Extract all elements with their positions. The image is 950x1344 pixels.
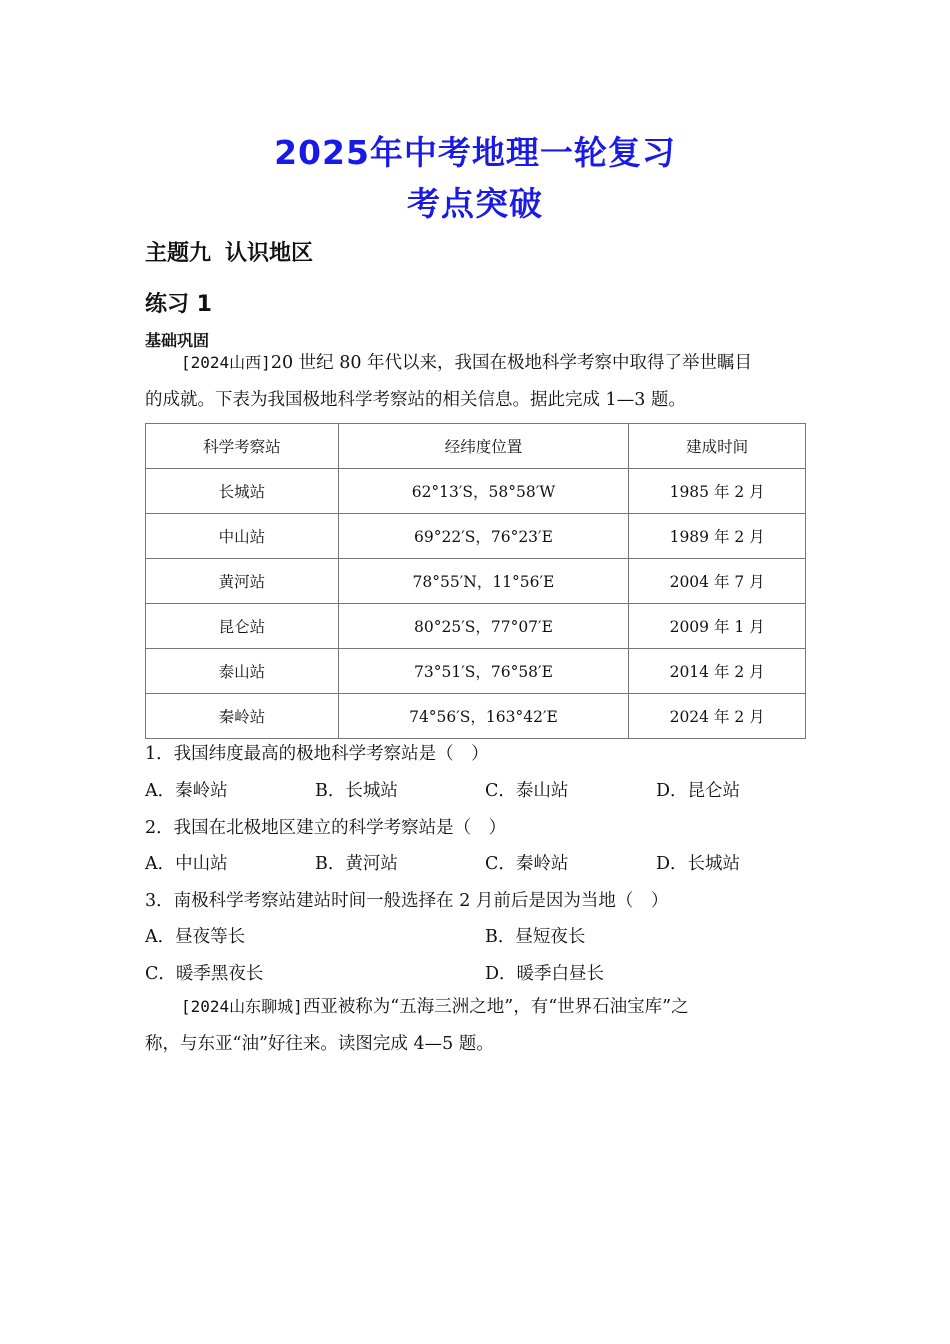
- intro-paragraph-1: [145, 344, 805, 419]
- question-2-option-b: B．黄河站: [315, 854, 398, 874]
- document-subtitle: 考点突破: [407, 184, 543, 223]
- table-row: [146, 649, 806, 694]
- intro-text: 20 世纪 80 年代以来，我国在极地科学考察中取得了举世瞩目: [270, 353, 753, 373]
- table-cell: 62°13′S，58°58′W: [338, 469, 629, 514]
- table-cell: 2004 年 7 月: [629, 559, 806, 604]
- table-cell: 2009 年 1 月: [629, 604, 806, 649]
- table-cell: 1989 年 2 月: [629, 514, 806, 559]
- table-row: [146, 604, 806, 649]
- topic-name: 认识地区: [225, 241, 314, 266]
- table-row: [146, 514, 806, 559]
- exercise-heading: 练习 1: [145, 292, 212, 317]
- table-cell: 长城站: [146, 469, 339, 514]
- question-3-option-c: C．暖季黑夜长: [145, 964, 264, 984]
- topic-heading: [145, 236, 313, 267]
- source-tag: [2024山东聊城]: [181, 997, 303, 1016]
- question-2-option-a: A．中山站: [145, 854, 228, 874]
- topic-number: 主题九: [145, 241, 212, 266]
- table-cell: 黄河站: [146, 559, 339, 604]
- question-1-stem: 1．我国纬度最高的极地科学考察站是（ ）: [145, 744, 489, 764]
- question-3-option-d: D．暖季白昼长: [485, 964, 605, 984]
- intro-text: 的成就。下表为我国极地科学考察站的相关信息。据此完成 1—3 题。: [145, 390, 686, 410]
- table-cell: 2024 年 2 月: [629, 694, 806, 739]
- table-cell: 69°22′S，76°23′E: [338, 514, 629, 559]
- question-2-stem: 2．我国在北极地区建立的科学考察站是（ ）: [145, 818, 507, 838]
- table-cell: 中山站: [146, 514, 339, 559]
- table-cell: 74°56′S，163°42′E: [338, 694, 629, 739]
- source-tag: [2024山西]: [181, 353, 271, 372]
- intro-paragraph-2: [145, 988, 805, 1063]
- question-3-option-b: B．昼短夜长: [485, 927, 586, 947]
- intro-text: 西亚被称为“五海三洲之地”，有“世界石油宝库”之: [302, 997, 689, 1017]
- table-cell: 泰山站: [146, 649, 339, 694]
- question-3-stem: 3．南极科学考察站建站时间一般选择在 2 月前后是因为当地（ ）: [145, 891, 669, 911]
- table-cell: 73°51′S，76°58′E: [338, 649, 629, 694]
- document-title: 2025年中考地理一轮复习: [274, 133, 676, 172]
- table-header-row: [146, 424, 806, 469]
- question-3-option-a: A．昼夜等长: [145, 927, 246, 947]
- table-header: 建成时间: [629, 424, 806, 469]
- intro-text: 称，与东亚“油”好往来。读图完成 4—5 题。: [145, 1034, 494, 1054]
- table-cell: 秦岭站: [146, 694, 339, 739]
- section-heading: 基础巩固: [145, 331, 210, 350]
- table-row: [146, 559, 806, 604]
- table-row: [146, 469, 806, 514]
- table-row: [146, 694, 806, 739]
- question-1-option-b: B．长城站: [315, 781, 398, 801]
- table-cell: 80°25′S，77°07′E: [338, 604, 629, 649]
- question-2-option-d: D．长城站: [656, 854, 741, 874]
- table-header: 经纬度位置: [338, 424, 629, 469]
- table-cell: 昆仑站: [146, 604, 339, 649]
- question-1-option-d: D．昆仑站: [656, 781, 741, 801]
- question-1-option-a: A．秦岭站: [145, 781, 228, 801]
- table-header: 科学考察站: [146, 424, 339, 469]
- table-cell: 1985 年 2 月: [629, 469, 806, 514]
- question-2-option-c: C．秦岭站: [485, 854, 569, 874]
- table-cell: 2014 年 2 月: [629, 649, 806, 694]
- table-cell: 78°55′N，11°56′E: [338, 559, 629, 604]
- question-1-option-c: C．泰山站: [485, 781, 569, 801]
- stations-table: [145, 423, 806, 739]
